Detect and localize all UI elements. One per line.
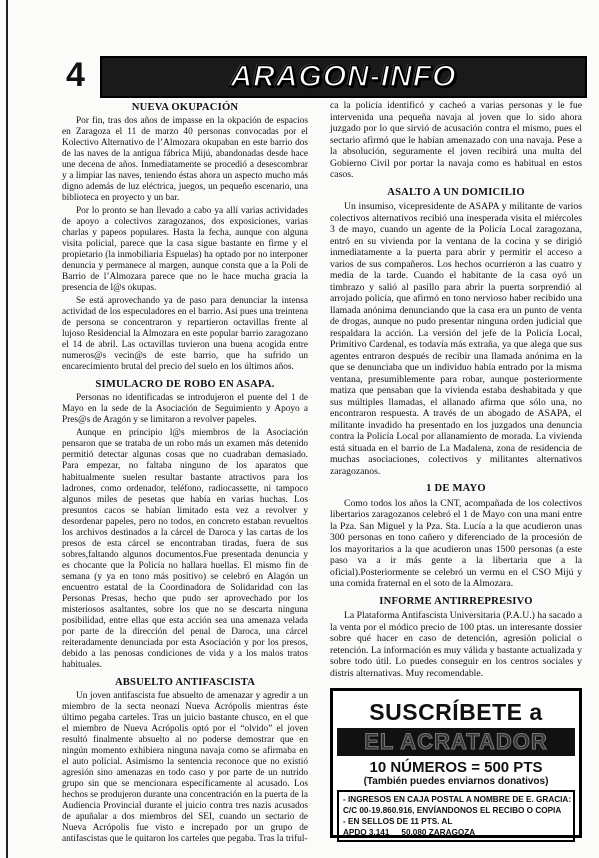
ad-payment-box <box>337 790 575 842</box>
article-title: INFORME ANTIRREPRESIVO <box>379 595 533 607</box>
ad-address <box>343 827 569 838</box>
ad-line: - INGRESOS EN CAJA POSTAL A NOMBRE DE E. GRACIA: <box>343 795 572 804</box>
ad-offer: 10 NÚMEROS = 500 PTS <box>369 759 543 776</box>
ad-headline: SUSCRÍBETE a <box>369 699 543 725</box>
section-masthead <box>100 56 587 98</box>
page-edge-line <box>6 0 8 858</box>
article-paragraph: Por fin, tras dos años de impasse en la okpación de espacios en Zaragoza el 11 de marzo 40 personas convocadas por el Kolectivo Alternativo de l’Almozara okupaban en este barrio dos de las naves de la antigua fábrica Mijú, abandonadas desde hace une decena de años. Inmediatamente se procedió a desescombrar y a limpiar las naves, teniendo éstas ahora un aspecto mucho más digno además de luz eléctrica, juegos, un pequeño escenario, una biblioteca en proyecto y un bar. <box>62 116 308 204</box>
article-title: NUEVA OKUPACIÓN <box>131 102 239 113</box>
ad-logo: EL ACRATADOR <box>364 729 548 754</box>
subscription-ad <box>330 688 582 838</box>
article-title: SIMULACRO DE ROBO EN ASAPA. <box>95 379 275 391</box>
ad-logo-band <box>337 728 575 756</box>
right-column <box>330 100 582 681</box>
article-paragraph: Un insumiso, vicepresidente de ASAPA y militante de varios colectivos alternativos recibió una inesperada visita el miércoles 3 de mayo, cuando un agente de la Policía Local zaragozana, entró en su vivienda por la ventana de la cocina y se dirigió inmediatamente a la puerta para abrir y permitir el acceso a varios de sus compañeros. Los hechos ocurrieron a las cuatro y media de la tarde. Cuando el habitante de la casa oyó un timbrazo y salió al pasillo para abrir la puerta sorprendió al arrojado policía, que afirmó en tono nervioso haber recibido una llamada anónima denunciando que la casa era un punto de venta de drogas, aunque no pudo presentar ninguna orden judicial que respaldara la acción. La versión del jefe de la Policía Local, Primitivo Cardenal, es todavía más extraña, ya que alega que sus agentes entraron después de recibir una llamada anónima en la que se denunciaba que un individuo había entrado por la misma ventana, presumiblemente para robar, aunque posteriormente matiza que pensaban que la vivienda estaba deshabitada y que sus múltiples llamadas, el allanado afirma que sólo una, no encontraron respuesta. A través de un abogado de ASAPA, el militante invadido ha presentado en los juzgados una denuncia contra la Policía Local por allanamiento de morada. La vivienda está situada en el barrio de La Madalena, zona de residencia de muchas asociaciones, colectivos y militantes alternativos zaragozanos. <box>330 201 582 477</box>
article-paragraph: Se está aprovechando ya de paso para denunciar la intensa actividad de los especuladores en el barrio. Así pues una treintena de persona se concentraron y repartieron octavillas frente al lujoso Residencial la Almozara en este popular barrio zaragozano el 14 de abril. Las octavillas tuvieron una buena acogida entre numeros@s vecin@s de este barrio, que ha sufrido un encarecimiento brutal del precio del suelo en los últimos años. <box>62 296 308 373</box>
page-number: 4 <box>66 56 85 94</box>
ad-apdo: APDO 3.141 <box>343 828 390 837</box>
article-title: ASALTO A UN DOMICILIO <box>387 186 525 198</box>
article-paragraph: Un joven antifascista fue absuelto de amenazar y agredir a un miembro de la secta neonazi Nueva Acrópolis mientras éste último pegaba carteles. Tras un juicio bastante chusco, en el que el miembro de Nueva Acrópolis optó por el “olvido” el joven resultó finalmente absuelto al no poderse demostrar que en ningún momento exhibiera ninguna navaja como se afirmaba en el auto policial. Asimismo la sentencia reconoce que no existió agresión sino amenazas en todo caso y por parte de un nutrido grupo sin que se mencionara específicamente al acusado. Los hechos se produjeron durante una concentración en la puerta de la Audiencia Provincial durante el juicio contra tres nazis acusados de apuñalar a dos miembros del SEI, cuando un sectario de Nueva Acrópolis fue visto e increpado por un grupo de antifascistas que le quitaron los carteles que pegaba. Tras la triful- <box>62 690 308 844</box>
left-column <box>62 100 308 847</box>
article-paragraph: Como todos los años la CNT, acompañada de los colectivos libertarios zaragozanos celebró el 1 de Mayo con una mani entre la Pza. San Miguel y la Pza. Sta. Lucía a la que acudieron unas 300 personas en tono cañero y diferenciado de la procesión de los mayoritarios a la que acudieron unas 1500 personas (a este paso va a ir más gente a la libertaria que a la oficial).Posteriormente se celebró un vermu en el CSO Mijú y una comida fraternal en el soto de la Almozara. <box>330 497 582 589</box>
article-title: ABSUELTO ANTIFASCISTA <box>114 676 256 688</box>
ad-line: - EN SELLOS DE 11 PTS. AL <box>343 817 453 826</box>
article-paragraph: Aunque en principio l@s miembros de la Asociación pensaron que se trataba de un robo más un examen más detenido permitió detectar algunas cosas que no cuadraban demasiado. Para empezar, no faltaba ninguno de los aparatos que habitualmente suelen resultar bastante atractivos para los ladrones, como ordenador, teléfono, radiocassette, ni tampoco algunos miles de pesetas que había en varias huchas. Los presuntos cacos se habían limitado esta vez a revolver y desordenar papeles, pero no todos, en concreto estaban revueltos los archivos destinados a la cárcel de Daroca y las cartas de los presos de esta cárcel se encontraban tiradas, fuera de sus sobres,faltando algunos documentos.Fue presentada denuncia y es chocante que la Policía no hallara huellas. El mismo fin de semana (y ya en tono más positivo) se celebró en Alagón un encuentro estatal de la Coordinadora de Solidaridad con las Personas Presas, hecho que pudo ser aprovechado por los misteriosos asaltantes, sobre los que no se descarta ninguna posibilidad, entre ellas que esta acción sea una amenaza velada por parte de la dirección del penal de Daroca, una cárcel reiteradamente denunciada por esta Asociación y por los presos, debido a las penosas condiciones de vida y a los malos tratos habituales. <box>62 428 308 670</box>
article-paragraph: Por lo pronto se han llevado a cabo ya allí varias actividades de apoyo a colectivos zaragozanos, dos exposiciones, varias charlas y papeos populares. Hasta la fecha, aunque con alguna visita policial, parece que la casa sigue bastante en firme y el propietario (la inmobiliaria Espuelas) ha optado por no interponer denuncia y permanece al margen, aunque consta que a la Poli de Barrio de l’Almozara parece que no le hace mucha gracia la presencia de l@s okupas. <box>62 206 308 294</box>
ad-subtitle: (También puedes enviarnos donativos) <box>363 776 549 787</box>
article-paragraph: La Plataforma Antifascista Universitaria (P.A.U.) ha sacado a la venta por el módico precio de 100 ptas. un interesante dossier sobre qué hacer en caso de detención, agresión policial o retención. La información es muy válida y bastante actualizada y sobre todo útil. Lo puedes conseguir en los centros sociales y distris alternativas. Muy recomendable. <box>330 610 582 679</box>
ad-city: 50.080 ZARAGOZA <box>401 828 476 837</box>
article-paragraph: Personas no identificadas se introdujeron el puente del 1 de Mayo en la sede de la Asociación de Seguimiento y Apoyo a Pres@s de Aragón y se limitaron a revolver papeles. <box>62 393 308 426</box>
article-title: 1 DE MAYO <box>426 483 486 494</box>
ad-line: C/C 00-19.860.916, ENVÍANDONOS EL RECIBO O COPIA <box>343 806 562 815</box>
masthead-title: ARAGON-INFO <box>230 60 457 93</box>
article-continuation: ca la policía identificó y cacheó a varias personas y le fue intervenida una pequeña navaja al joven que lo sido ahora juzgado por lo que sirvió de acusación contra el mismo, pues el sectario afirmó que le habían amenazado con una navaja. Pese a la absolución, seguramente el joven recibirá una multa del Gobierno Civil por portar la navaja como es habitual en estos casos. <box>330 100 582 180</box>
